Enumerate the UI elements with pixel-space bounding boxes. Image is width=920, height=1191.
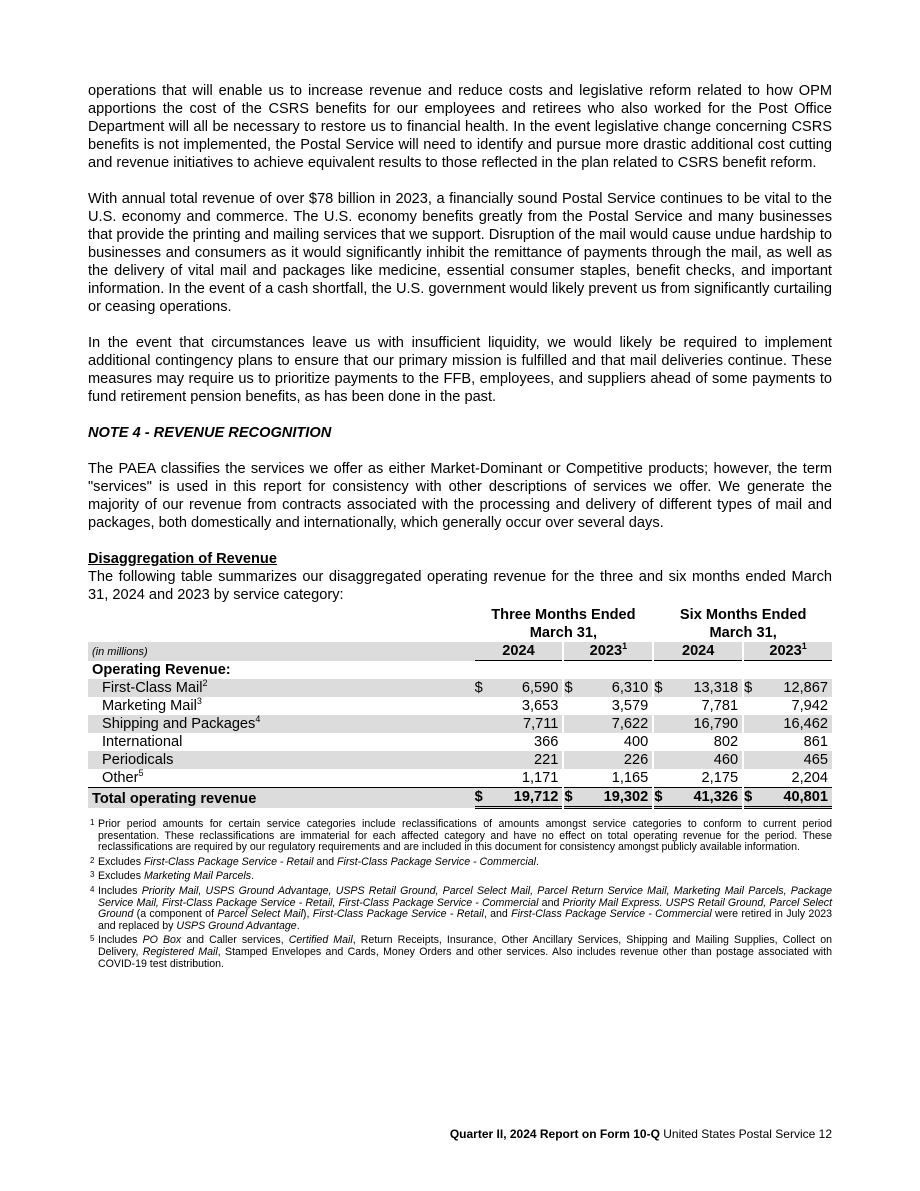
table-group-header [88,606,832,642]
paragraph-liquidity-reform: operations that will enable us to increase revenue and reduce costs and legislative reform related to how OPM apportions the cost of the CSRS benefits for our employees and retirees who also worked for the Post Office Department will all be necessary to restore us to financial health. In the event legislative change concerning CSRS benefits is not implemented, the Postal Service will need to identify and pursue more drastic additional cost cutting and revenue initiatives to achieve equivalent results to those reflected in the plan related to CSRS benefit reform. [88,83,832,171]
footnote-3: 3 Excludes Marketing Mail Parcels. [90,870,255,883]
year-header: 2024 [475,642,563,661]
paragraph-table-intro: The following table summarizes our disaggregated operating revenue for the three and six months ended March 31, 2024 and 2023 by service category: [88,569,832,603]
document-page [88,82,832,973]
table-row: First-Class Mail$^2$ $ 6,590 $ 6,310 $ 13,318 $ 12,867 [88,679,832,697]
year-header: 2024 [654,642,742,661]
table-row: International 366 400 802 861 [102,734,828,750]
table-row: Marketing Mail$^3$ 3,653 3,579 7,781 7,942 [102,696,828,714]
table-total-row: Total operating revenue $ 19,712 $ 19,302 $ 41,326 $ 40,801 [88,788,832,808]
section-subtitle: Disaggregation of Revenue [88,551,277,567]
group-header-three-months: Three Months Ended March 31, [491,607,636,641]
footnote-5: 5 Includes PO Box and Caller services, Certified Mail, Return Receipts, Insurance, Other Ancillary Services, Shipping and Mailing Supplies, Collect on Delivery, Registered Mail, Stamped Envelopes and Cards, Money Orders and other services. Also includes revenue other than postage associated with COVID-19 test distribution. [90,934,832,970]
revenue-table [88,606,832,809]
footnotes [88,819,832,970]
table-section-header: Operating Revenue: [92,662,231,678]
table-row: Other$^5$ 1,171 1,165 2,175 2,204 [102,768,828,786]
paragraph-paea: The PAEA classifies the services we offer as either Market-Dominant or Competitive products; however, the term "services" is used in this report for consistency with other descriptions of services we offer. We generate the majority of our revenue from contracts associated with the processing and delivery of different types of mail and packages, both domestically and internationally, which generally occur over several days. [88,461,832,531]
units-label: (in millions) [88,642,475,661]
paragraph-annual-revenue: With annual total revenue of over $78 billion in 2023, a financially sound Postal Service continues to be vital to the U.S. economy and commerce. The U.S. economy benefits greatly from the Postal Service and many businesses that provide the printing and mailing services that we support. Disruption of the mail would cause undue hardship to businesses and consumers as it would significantly inhibit the remittance of payments through the mail, as well as the delivery of vital mail and packages like medicine, essential consumer staples, benefit checks, and important information. In the event of a cash shortfall, the U.S. government would likely prevent us from significantly curtailing or ceasing operations. [88,191,832,315]
table-year-header [88,642,832,661]
footnote-1: 1 Prior period amounts for certain service categories include reclassifications of amounts amongst service categories to conform to current period presentation. These reclassifications are immaterial for each affected category and have no effect on total operating revenue for the period. These reclassifications are required by our regulatory requirements and are included in this document for consistency amongst publicly available information. [90,818,832,854]
group-header-six-months: Six Months Ended March 31, [679,607,807,641]
table-row: Periodicals 221 226 460 465 [88,751,832,769]
year-header: 2023$^1$ [744,642,832,661]
footnote-2: 2 Excludes First-Class Package Service - Retail and First-Class Package Service - Commercial. [90,855,539,868]
page-footer: Quarter II, 2024 Report on Form 10-Q United States Postal Service 12 [449,1127,832,1141]
note-title: NOTE 4 - REVENUE RECOGNITION [88,425,332,441]
year-header: 2023$^1$ [564,642,652,661]
paragraph-contingency: In the event that circumstances leave us with insufficient liquidity, we would likely be required to implement additional contingency plans to ensure that our primary mission is fulfilled and that mail deliveries continue. These measures may require us to prioritize payments to the FFB, employees, and suppliers ahead of some payments to fund retirement pension benefits, as has been done in the past. [88,335,832,405]
footnote-4: 4 Includes Priority Mail, USPS Ground Advantage, USPS Retail Ground, Parcel Select Mail, Parcel Return Service Mail, Marketing Mail Parcels, Package Service Mail, First-Class Package Service - Retail, First-Class Package Service - Commercial and Priority Mail Express. USPS Retail Ground, Parcel Select Ground (a component of Parcel Select Mail), First-Class Package Service - Retail, and First-Class Package Service - Commercial were retired in July 2023 and replaced by USPS Ground Advantage. [90,884,833,932]
table-row: Shipping and Packages$^4$ 7,711 7,622 16,790 16,462 [88,715,832,733]
